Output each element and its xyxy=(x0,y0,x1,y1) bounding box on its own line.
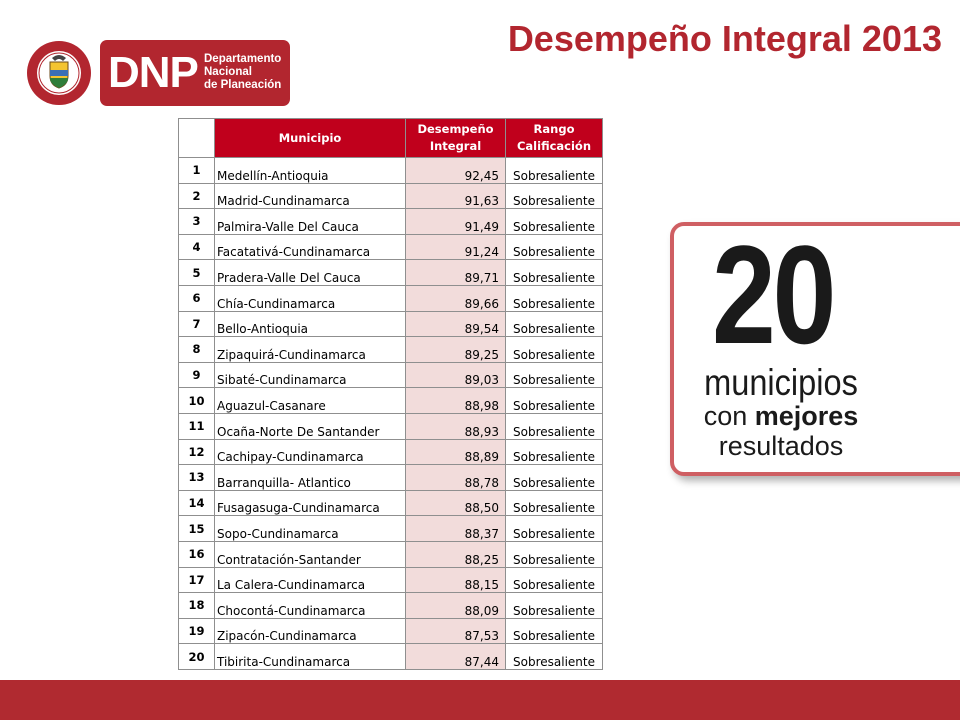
table-body xyxy=(179,158,603,670)
range-cell: Sobresaliente xyxy=(506,234,603,260)
range-cell: Sobresaliente xyxy=(506,516,603,542)
municipio-column-header: Municipio xyxy=(215,119,406,158)
municipio-cell: Cachipay-Cundinamarca xyxy=(215,439,406,465)
table-row xyxy=(179,490,603,516)
municipio-cell: La Calera-Cundinamarca xyxy=(215,567,406,593)
logo-plate xyxy=(100,40,290,106)
score-cell: 89,71 xyxy=(406,260,506,286)
range-cell: Sobresaliente xyxy=(506,158,603,184)
ranking-table xyxy=(178,118,603,670)
range-cell: Sobresaliente xyxy=(506,439,603,465)
score-cell: 91,24 xyxy=(406,234,506,260)
rank-cell: 7 xyxy=(179,311,215,337)
score-cell: 89,66 xyxy=(406,285,506,311)
rank-column-header xyxy=(179,119,215,158)
table-header-row xyxy=(179,119,603,158)
score-cell: 88,09 xyxy=(406,593,506,619)
rank-cell: 20 xyxy=(179,644,215,670)
table-row xyxy=(179,209,603,235)
table-row xyxy=(179,388,603,414)
score-cell: 89,25 xyxy=(406,337,506,363)
score-cell: 88,89 xyxy=(406,439,506,465)
municipio-cell: Aguazul-Casanare xyxy=(215,388,406,414)
table-row xyxy=(179,234,603,260)
callout-number: 20 xyxy=(712,216,834,373)
callout-line-2 xyxy=(674,401,888,431)
rank-cell: 5 xyxy=(179,260,215,286)
rank-cell: 11 xyxy=(179,413,215,439)
rank-cell: 9 xyxy=(179,362,215,388)
table-row xyxy=(179,285,603,311)
callout-line-1: municipios xyxy=(704,362,858,403)
logo-abbreviation: DNP xyxy=(108,48,198,97)
callout-line-2-bold: mejores xyxy=(754,401,859,431)
municipio-cell: Pradera-Valle Del Cauca xyxy=(215,260,406,286)
range-cell: Sobresaliente xyxy=(506,567,603,593)
municipio-cell: Medellín-Antioquia xyxy=(215,158,406,184)
score-cell: 88,25 xyxy=(406,541,506,567)
score-cell: 88,93 xyxy=(406,413,506,439)
logo-org-line: de Planeación xyxy=(204,79,282,91)
range-cell: Sobresaliente xyxy=(506,311,603,337)
range-cell: Sobresaliente xyxy=(506,541,603,567)
desempeno-column-header: Desempeño Integral xyxy=(406,119,506,158)
table-row xyxy=(179,183,603,209)
municipio-cell: Barranquilla- Atlantico xyxy=(215,465,406,491)
table-row xyxy=(179,158,603,184)
range-cell: Sobresaliente xyxy=(506,260,603,286)
dnp-logo xyxy=(24,38,290,108)
logo-org-line: Nacional xyxy=(204,66,252,78)
rank-cell: 4 xyxy=(179,234,215,260)
top-20-callout xyxy=(670,216,960,476)
municipio-cell: Palmira-Valle Del Cauca xyxy=(215,209,406,235)
table-row xyxy=(179,362,603,388)
score-cell: 88,98 xyxy=(406,388,506,414)
rank-cell: 12 xyxy=(179,439,215,465)
rank-cell: 15 xyxy=(179,516,215,542)
municipio-cell: Ocaña-Norte De Santander xyxy=(215,413,406,439)
rank-cell: 1 xyxy=(179,158,215,184)
table-row xyxy=(179,311,603,337)
rank-cell: 2 xyxy=(179,183,215,209)
table-row xyxy=(179,644,603,670)
table-row xyxy=(179,618,603,644)
municipio-cell: Sopo-Cundinamarca xyxy=(215,516,406,542)
municipio-cell: Chocontá-Cundinamarca xyxy=(215,593,406,619)
table-row xyxy=(179,260,603,286)
range-cell: Sobresaliente xyxy=(506,285,603,311)
footer-bar xyxy=(0,680,960,720)
municipio-cell: Zipaquirá-Cundinamarca xyxy=(215,337,406,363)
rank-cell: 8 xyxy=(179,337,215,363)
score-cell: 87,44 xyxy=(406,644,506,670)
range-cell: Sobresaliente xyxy=(506,183,603,209)
table-row xyxy=(179,541,603,567)
rank-cell: 19 xyxy=(179,618,215,644)
municipio-cell: Sibaté-Cundinamarca xyxy=(215,362,406,388)
logo-org-name xyxy=(204,53,288,92)
range-cell: Sobresaliente xyxy=(506,618,603,644)
range-cell: Sobresaliente xyxy=(506,413,603,439)
range-cell: Sobresaliente xyxy=(506,490,603,516)
table-row xyxy=(179,337,603,363)
rank-cell: 13 xyxy=(179,465,215,491)
municipio-cell: Zipacón-Cundinamarca xyxy=(215,618,406,644)
range-cell: Sobresaliente xyxy=(506,209,603,235)
municipio-cell: Bello-Antioquia xyxy=(215,311,406,337)
rank-cell: 17 xyxy=(179,567,215,593)
page-title: Desempeño Integral 2013 xyxy=(507,18,942,59)
municipio-cell: Tibirita-Cundinamarca xyxy=(215,644,406,670)
range-cell: Sobresaliente xyxy=(506,644,603,670)
rank-cell: 14 xyxy=(179,490,215,516)
logo-org-line: Departamento xyxy=(204,53,282,65)
score-cell: 92,45 xyxy=(406,158,506,184)
municipio-cell: Chía-Cundinamarca xyxy=(215,285,406,311)
table-row xyxy=(179,593,603,619)
municipio-cell: Fusagasuga-Cundinamarca xyxy=(215,490,406,516)
rank-cell: 18 xyxy=(179,593,215,619)
score-cell: 88,78 xyxy=(406,465,506,491)
score-cell: 87,53 xyxy=(406,618,506,644)
score-cell: 88,15 xyxy=(406,567,506,593)
rank-cell: 10 xyxy=(179,388,215,414)
score-cell: 88,50 xyxy=(406,490,506,516)
municipio-cell: Facatativá-Cundinamarca xyxy=(215,234,406,260)
callout-line-3: resultados xyxy=(718,431,844,461)
score-cell: 91,63 xyxy=(406,183,506,209)
table-row xyxy=(179,439,603,465)
score-cell: 89,03 xyxy=(406,362,506,388)
colombia-seal-icon xyxy=(26,40,92,106)
table-row xyxy=(179,413,603,439)
municipio-cell: Contratación-Santander xyxy=(215,541,406,567)
range-cell: Sobresaliente xyxy=(506,593,603,619)
callout-line-2-prefix: con xyxy=(703,401,755,431)
rank-cell: 16 xyxy=(179,541,215,567)
score-cell: 89,54 xyxy=(406,311,506,337)
rango-column-header: Rango Calificación xyxy=(506,119,603,158)
score-cell: 91,49 xyxy=(406,209,506,235)
rank-cell: 3 xyxy=(179,209,215,235)
rank-cell: 6 xyxy=(179,285,215,311)
score-cell: 88,37 xyxy=(406,516,506,542)
range-cell: Sobresaliente xyxy=(506,388,603,414)
table-row xyxy=(179,516,603,542)
range-cell: Sobresaliente xyxy=(506,465,603,491)
range-cell: Sobresaliente xyxy=(506,362,603,388)
municipio-cell: Madrid-Cundinamarca xyxy=(215,183,406,209)
table-row xyxy=(179,567,603,593)
table-row xyxy=(179,465,603,491)
range-cell: Sobresaliente xyxy=(506,337,603,363)
